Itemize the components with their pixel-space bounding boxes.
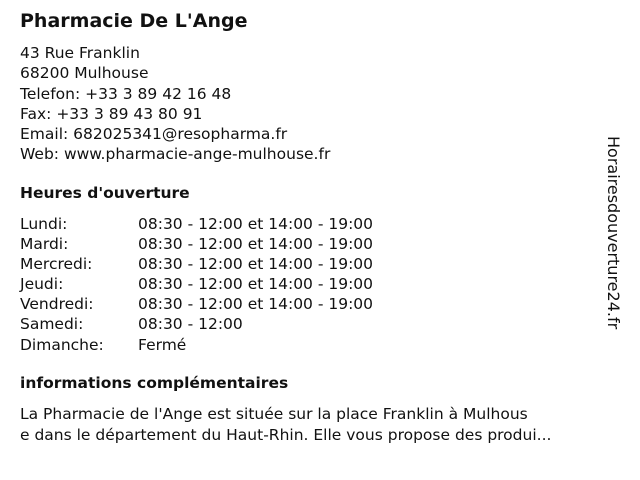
- day-hours: 08:30 - 12:00 et 14:00 - 19:00: [138, 275, 374, 294]
- day-label: Jeudi:: [20, 275, 64, 294]
- day-label: Mardi:: [20, 235, 69, 254]
- contact-block: [20, 43, 330, 165]
- day-label: Vendredi:: [20, 295, 94, 314]
- day-hours: 08:30 - 12:00 et 14:00 - 19:00: [138, 295, 374, 314]
- info-line: La Pharmacie de l'Ange est située sur la place Franklin à Mulhous: [20, 405, 528, 423]
- pharmacy-card: [20, 0, 610, 480]
- additional-info-text: [20, 404, 551, 446]
- day-hours: 08:30 - 12:00 et 14:00 - 19:00: [138, 215, 374, 233]
- day-hours: 08:30 - 12:00 et 14:00 - 19:00: [138, 255, 374, 274]
- day-label: Lundi:: [20, 215, 68, 233]
- day-label: Samedi:: [20, 315, 84, 334]
- address-line-street: 43 Rue Franklin: [20, 44, 140, 62]
- day-label: Mercredi:: [20, 255, 93, 274]
- info-line: e dans le département du Haut-Rhin. Elle vous propose des produi...: [20, 426, 552, 444]
- email-address: Email: 682025341@resopharma.fr: [20, 125, 288, 144]
- day-label: Dimanche:: [20, 335, 104, 354]
- day-hours: 08:30 - 12:00: [138, 315, 243, 334]
- day-hours: Fermé: [138, 335, 187, 354]
- pharmacy-name: Pharmacie De L'Ange: [20, 10, 248, 32]
- day-hours: 08:30 - 12:00 et 14:00 - 19:00: [138, 235, 374, 254]
- fax-number: Fax: +33 3 89 43 80 91: [20, 104, 203, 123]
- opening-hours-heading: Heures d'ouverture: [20, 184, 190, 202]
- additional-info-heading: informations complémentaires: [20, 374, 289, 392]
- website: Web: www.pharmacie-ange-mulhouse.fr: [20, 145, 331, 164]
- phone-number: Telefon: +33 3 89 42 16 48: [20, 84, 232, 103]
- address-line-city: 68200 Mulhouse: [20, 64, 149, 83]
- site-watermark: Horairesdouverture24.fr: [604, 136, 623, 330]
